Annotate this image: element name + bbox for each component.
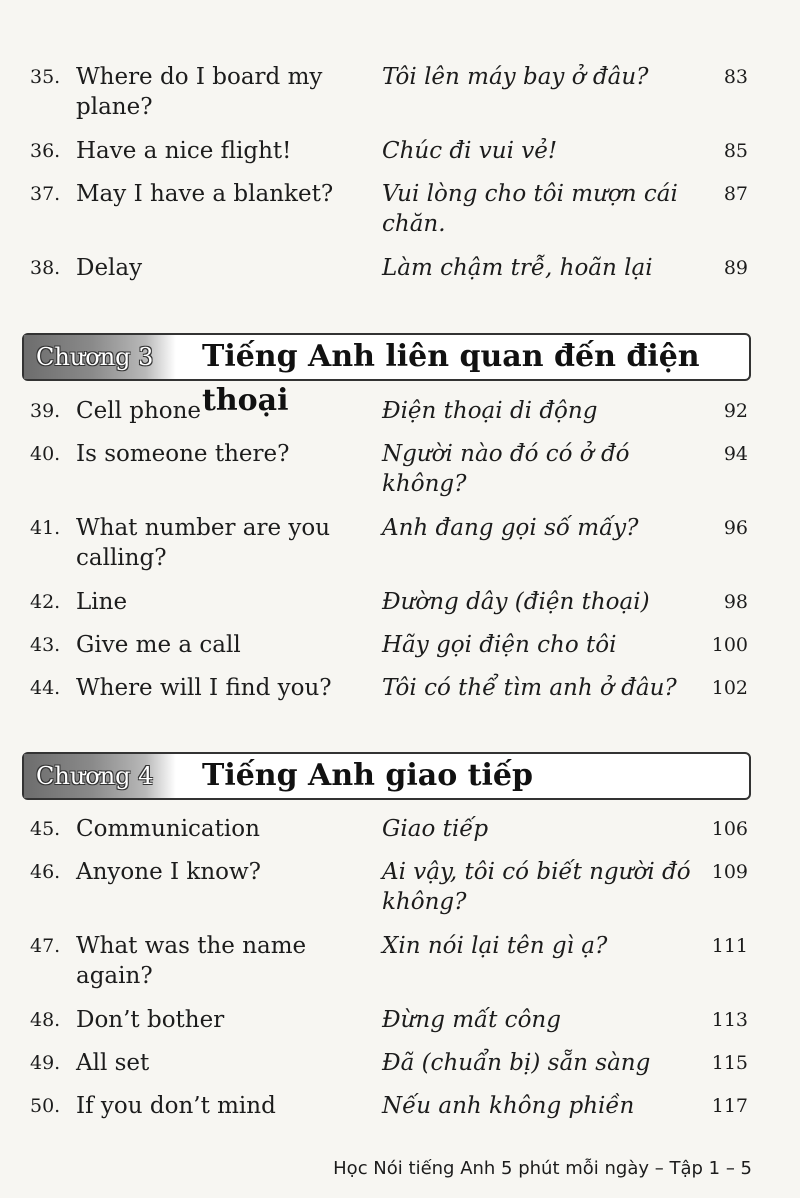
entry-number: 43. <box>30 634 61 656</box>
entry-page: 96 <box>723 517 748 539</box>
entry-number: 47. <box>30 935 61 957</box>
entry-page: 92 <box>723 400 748 422</box>
entry-page: 100 <box>711 634 748 656</box>
entry-english: Give me a call <box>76 632 241 658</box>
entry-english: Where do I board my plane? <box>76 64 323 120</box>
entry-vietnamese: Ai vậy, tôi có biết người đó không? <box>382 859 691 915</box>
entry-page: 106 <box>711 818 748 840</box>
entry-number: 45. <box>30 818 61 840</box>
entry-vietnamese: Giao tiếp <box>382 816 489 842</box>
entry-english: Communication <box>76 816 260 842</box>
entry-page: 94 <box>723 443 748 465</box>
entry-number: 46. <box>30 861 61 883</box>
entry-vietnamese: Hãy gọi điện cho tôi <box>382 632 617 658</box>
entry-number: 44. <box>30 677 61 699</box>
entry-english: Line <box>76 589 128 615</box>
entry-vietnamese: Đường dây (điện thoại) <box>382 589 650 615</box>
entry-vietnamese: Tôi có thể tìm anh ở đâu? <box>382 675 677 701</box>
entry-english: Anyone I know? <box>76 859 262 885</box>
entry-page: 98 <box>723 591 748 613</box>
entry-vietnamese: Đừng mất công <box>382 1007 561 1033</box>
entry-english: May I have a blanket? <box>76 181 334 207</box>
entry-number: 48. <box>30 1009 61 1031</box>
entry-page: 109 <box>711 861 748 883</box>
entry-vietnamese: Anh đang gọi số mấy? <box>382 515 639 541</box>
entry-number: 35. <box>30 66 61 88</box>
entry-page: 111 <box>711 935 748 957</box>
entry-number: 39. <box>30 400 61 422</box>
entry-english: Have a nice flight! <box>76 138 292 164</box>
entry-page: 87 <box>723 183 748 205</box>
chapter-label: Chương 4 <box>24 754 176 798</box>
entry-english: Cell phone <box>76 398 202 424</box>
entry-english: Where will I find you? <box>76 675 332 701</box>
entry-vietnamese: Vui lòng cho tôi mượn cái chăn. <box>382 181 678 237</box>
entry-page: 117 <box>711 1095 748 1117</box>
entry-vietnamese: Làm chậm trễ, hoãn lại <box>382 255 653 281</box>
entry-vietnamese: Tôi lên máy bay ở đâu? <box>382 64 649 90</box>
entry-vietnamese: Đã (chuẩn bị) sẵn sàng <box>382 1050 651 1076</box>
entry-page: 85 <box>723 140 748 162</box>
entry-page: 115 <box>711 1052 748 1074</box>
entry-english: If you don’t mind <box>76 1093 276 1119</box>
entry-number: 40. <box>30 443 61 465</box>
entry-english: What was the name again? <box>76 933 307 989</box>
chapter-header <box>22 752 751 800</box>
entry-english: All set <box>76 1050 150 1076</box>
entry-english: Delay <box>76 255 143 281</box>
entry-number: 49. <box>30 1052 61 1074</box>
chapter-title: Tiếng Anh liên quan đến điện thoại <box>202 339 700 418</box>
entry-number: 38. <box>30 257 61 279</box>
entry-number: 36. <box>30 140 61 162</box>
entry-number: 50. <box>30 1095 61 1117</box>
entry-page: 83 <box>723 66 748 88</box>
entry-number: 42. <box>30 591 61 613</box>
entry-number: 41. <box>30 517 61 539</box>
chapter-label: Chương 3 <box>24 335 176 379</box>
entry-english: Don’t bother <box>76 1007 225 1033</box>
entry-number: 37. <box>30 183 61 205</box>
entry-english: What number are you calling? <box>76 515 331 571</box>
entry-vietnamese: Nếu anh không phiền <box>382 1093 635 1119</box>
entry-page: 113 <box>711 1009 748 1031</box>
entry-page: 89 <box>723 257 748 279</box>
chapter-title: Tiếng Anh giao tiếp <box>202 758 533 793</box>
entry-vietnamese: Người nào đó có ở đó không? <box>382 441 630 497</box>
entry-vietnamese: Chúc đi vui vẻ! <box>382 138 558 164</box>
entry-vietnamese: Điện thoại di động <box>382 398 598 424</box>
page-footer: Học Nói tiếng Anh 5 phút mỗi ngày – Tập 1 – 5 <box>333 1158 752 1179</box>
entry-english: Is someone there? <box>76 441 290 467</box>
entry-page: 102 <box>711 677 748 699</box>
entry-vietnamese: Xin nói lại tên gì ạ? <box>382 933 608 959</box>
